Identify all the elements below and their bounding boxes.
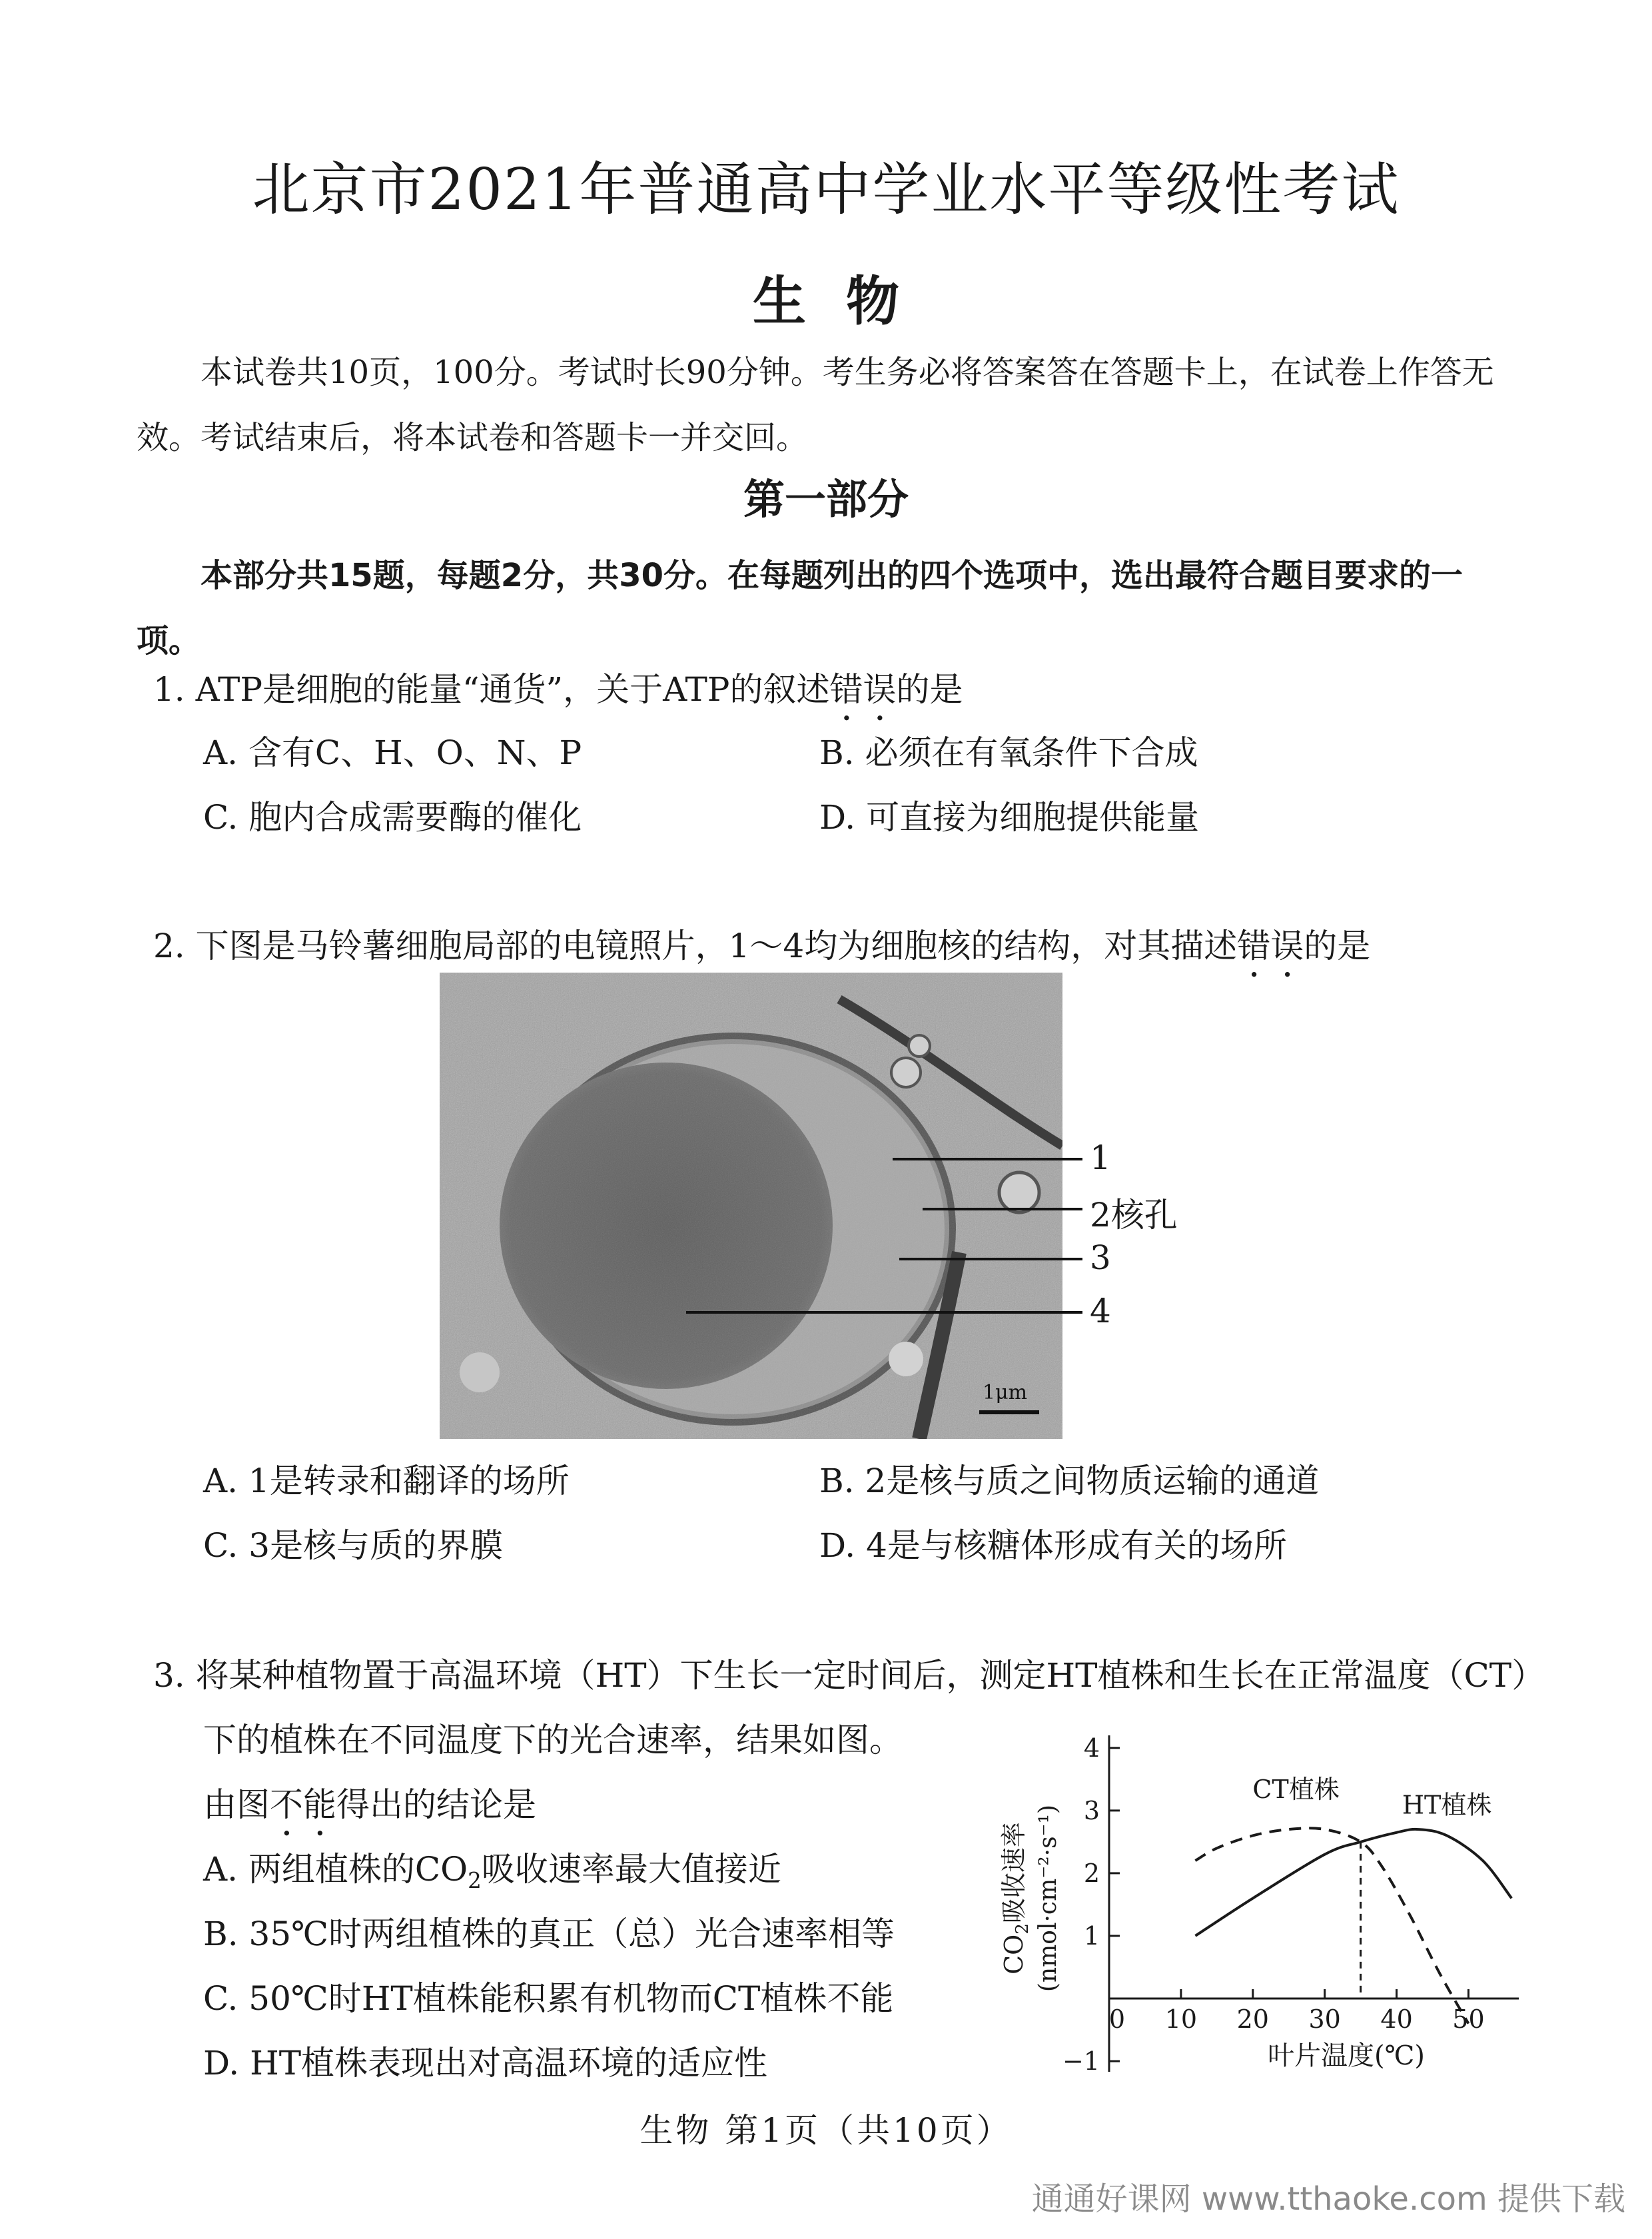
q3-option-c: C. 50℃时HT植株能积累有机物而CT植株不能 — [203, 1979, 894, 2018]
q3-option-a: A. 两组植株的$CO_2$吸收速率最大值接近 — [203, 1850, 781, 1893]
y-axis-label-line2: (nmol·cm⁻²·s⁻¹) — [1034, 1804, 1062, 1993]
x-tick-label: 30 — [1308, 2005, 1341, 2034]
x-tick-label: 0 — [1108, 2005, 1126, 2034]
micrograph-label-3: 3 — [1090, 1238, 1111, 1277]
x-axis-label: 叶片温度(℃) — [1268, 2040, 1426, 2071]
q2-option-b: B. 2是核与质之间物质运输的通道 — [819, 1462, 1320, 1500]
x-tick-label: 50 — [1452, 2005, 1485, 2034]
question-3-stem-line1: 3. 将某种植物置于高温环境（HT）下生长一定时间后，测定HT植株和生长在正常温度（CT） — [153, 1656, 1545, 1695]
electron-micrograph — [440, 973, 1062, 1439]
ct-series-label: CT植株 — [1252, 1775, 1340, 1805]
micrograph-label-4: 4 — [1090, 1292, 1111, 1330]
ht-series-line — [1195, 1829, 1511, 1936]
q1-option-a: A. 含有C、H、O、N、P — [203, 733, 582, 772]
micrograph-image — [440, 973, 1062, 1439]
q1-option-d: D. 可直接为细胞提供能量 — [819, 798, 1200, 837]
x-tick-label: 20 — [1236, 2005, 1269, 2034]
chart-series — [1195, 1775, 1511, 2024]
micrograph-scale-label: 1μm — [983, 1381, 1028, 1404]
micrograph-label-1: 1 — [1090, 1138, 1111, 1177]
y-tick-label: 4 — [1083, 1733, 1100, 1763]
part-title: 第一部分 — [743, 475, 909, 524]
pointer-lines — [1062, 973, 1089, 1439]
q2-option-c: C. 3是核与质的界膜 — [203, 1526, 504, 1565]
y-axis-label-line1: $CO_2$吸收速率 — [999, 1822, 1032, 1975]
question-1-stem: 1. ATP是细胞的能量“通货”，关于ATP的叙述错误的是 — [153, 670, 963, 709]
x-tick-label: 40 — [1380, 2005, 1413, 2034]
q3-option-d: D. HT植株表现出对高温环境的适应性 — [203, 2044, 768, 2082]
photosynthesis-rate-chart — [986, 1699, 1532, 2072]
ht-series-label: HT植株 — [1402, 1790, 1492, 1820]
x-tick-label: 10 — [1164, 2005, 1198, 2034]
page-footer: 生物 第1页（共10页） — [639, 2111, 1013, 2150]
y-tick-label: 1 — [1083, 1921, 1100, 1951]
y-tick-label: 2 — [1083, 1858, 1100, 1888]
question-3-stem-line2: 下的植株在不同温度下的光合速率，结果如图。 — [203, 1721, 903, 1759]
q2-option-d: D. 4是与核糖体形成有关的场所 — [819, 1526, 1287, 1565]
ct-series-line — [1195, 1828, 1468, 2023]
part-instructions: 本部分共15题，每题2分，共30分。在每题列出的四个选项中，选出最符合题目要求的一项。 — [137, 557, 1463, 660]
exam-intro: 本试卷共10页，100分。考试时长90分钟。考生务必将答案答在答题卡上，在试卷上作答无效。考试结束后，将本试卷和答题卡一并交回。 — [137, 354, 1494, 456]
y-tick-label: 3 — [1083, 1795, 1100, 1825]
question-3-stem-line3: 由图不能得出的结论是 — [203, 1785, 536, 1824]
y-tick-label: −1 — [1062, 2046, 1100, 2072]
question-2-stem: 2. 下图是马铃薯细胞局部的电镜照片，1～4均为细胞核的结构，对其描述错误的是 — [153, 927, 1371, 965]
q2-option-a: A. 1是转录和翻译的场所 — [203, 1462, 570, 1500]
micrograph-label-2: 2核孔 — [1090, 1196, 1178, 1234]
subject-title: 生物 — [753, 270, 939, 332]
q1-option-c: C. 胞内合成需要酶的催化 — [203, 798, 582, 837]
q3-option-b: B. 35℃时两组植株的真正（总）光合速率相等 — [203, 1915, 895, 1953]
q1-option-b: B. 必须在有氧条件下合成 — [819, 733, 1198, 772]
exam-title: 北京市2021年普通高中学业水平等级性考试 — [252, 157, 1400, 223]
watermark: 通通好课网 www.tthaoke.com 提供下载 — [1031, 2180, 1625, 2218]
